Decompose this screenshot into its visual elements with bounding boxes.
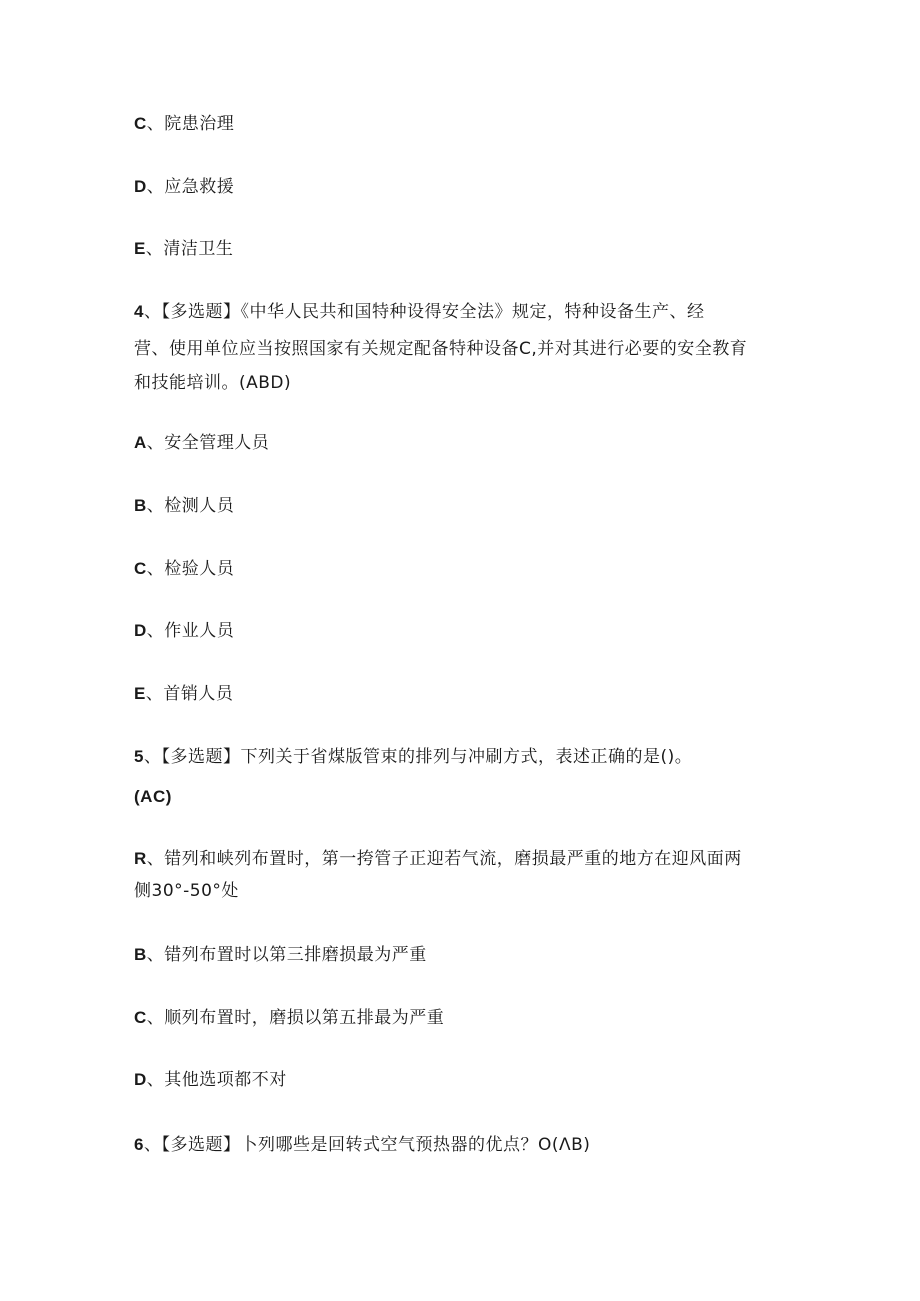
option-text: 、清洁卫生 bbox=[145, 239, 234, 259]
question-text: 、【多选题】《中华人民共和国特种设得安全法》规定，特种设备生产、经 bbox=[143, 302, 705, 322]
option-c-line bbox=[134, 113, 234, 135]
question-text: 营、使用单位应当按照国家有关规定配备特种设备C,并对其进行必要的安全教育 bbox=[134, 339, 748, 359]
option-text: 侧30°-50°处 bbox=[134, 881, 239, 901]
option-text: 、安全管理人员 bbox=[146, 433, 270, 453]
question-text: 、【多选题】卜列哪些是回转式空气预热器的优点？O(ΛB) bbox=[143, 1135, 591, 1155]
option-label: B bbox=[134, 945, 147, 964]
option-text: 、检测人员 bbox=[146, 496, 235, 516]
option-e-line bbox=[134, 238, 233, 260]
option-b-line bbox=[134, 944, 427, 966]
option-c-line bbox=[134, 1007, 444, 1029]
option-label: B bbox=[134, 496, 147, 515]
option-text: 、其他选项都不对 bbox=[146, 1070, 287, 1090]
question-4-line-2 bbox=[134, 338, 747, 360]
option-a-line bbox=[134, 432, 269, 454]
option-text: 、顺列布置时，磨损以第五排最为严重 bbox=[146, 1008, 445, 1028]
option-label: R bbox=[134, 849, 147, 868]
option-text: 、错列和峡列布置时，第一挎管子正迎若气流，磨损最严重的地方在迎风面两 bbox=[146, 849, 742, 869]
question-5-answer bbox=[134, 786, 172, 808]
question-text: 和技能培训。(ABD) bbox=[134, 373, 292, 393]
option-d-line bbox=[134, 176, 234, 198]
question-number: 4 bbox=[134, 302, 144, 321]
option-label: D bbox=[134, 177, 147, 196]
question-6-line-1 bbox=[134, 1134, 590, 1156]
option-label: C bbox=[134, 1008, 147, 1027]
option-d-line bbox=[134, 1069, 287, 1091]
question-4-line-1 bbox=[134, 301, 704, 323]
option-c-line bbox=[134, 558, 234, 580]
question-text: 、【多选题】下列关于省煤版管束的排列与冲刷方式，表述正确的是()。 bbox=[143, 747, 693, 767]
question-5-line-1 bbox=[134, 746, 692, 768]
question-4-line-3 bbox=[134, 372, 291, 394]
option-b-line bbox=[134, 495, 234, 517]
option-text: 、错列布置时以第三排磨损最为严重 bbox=[146, 945, 427, 965]
option-text: 、检验人员 bbox=[146, 559, 235, 579]
option-label: A bbox=[134, 433, 147, 452]
option-text: 、院患治理 bbox=[146, 114, 235, 134]
option-label: E bbox=[134, 239, 146, 258]
option-r-line-1 bbox=[134, 848, 742, 870]
option-label: C bbox=[134, 559, 147, 578]
option-d-line bbox=[134, 620, 234, 642]
question-number: 6 bbox=[134, 1135, 144, 1154]
option-label: D bbox=[134, 1070, 147, 1089]
option-text: 、应急救援 bbox=[146, 177, 235, 197]
option-label: C bbox=[134, 114, 147, 133]
option-e-line bbox=[134, 683, 233, 705]
option-label: D bbox=[134, 621, 147, 640]
option-label: E bbox=[134, 684, 146, 703]
question-number: 5 bbox=[134, 747, 144, 766]
answer-text: (AC) bbox=[134, 787, 172, 806]
option-text: 、首销人员 bbox=[145, 684, 234, 704]
option-text: 、作业人员 bbox=[146, 621, 235, 641]
option-r-line-2 bbox=[134, 880, 239, 902]
